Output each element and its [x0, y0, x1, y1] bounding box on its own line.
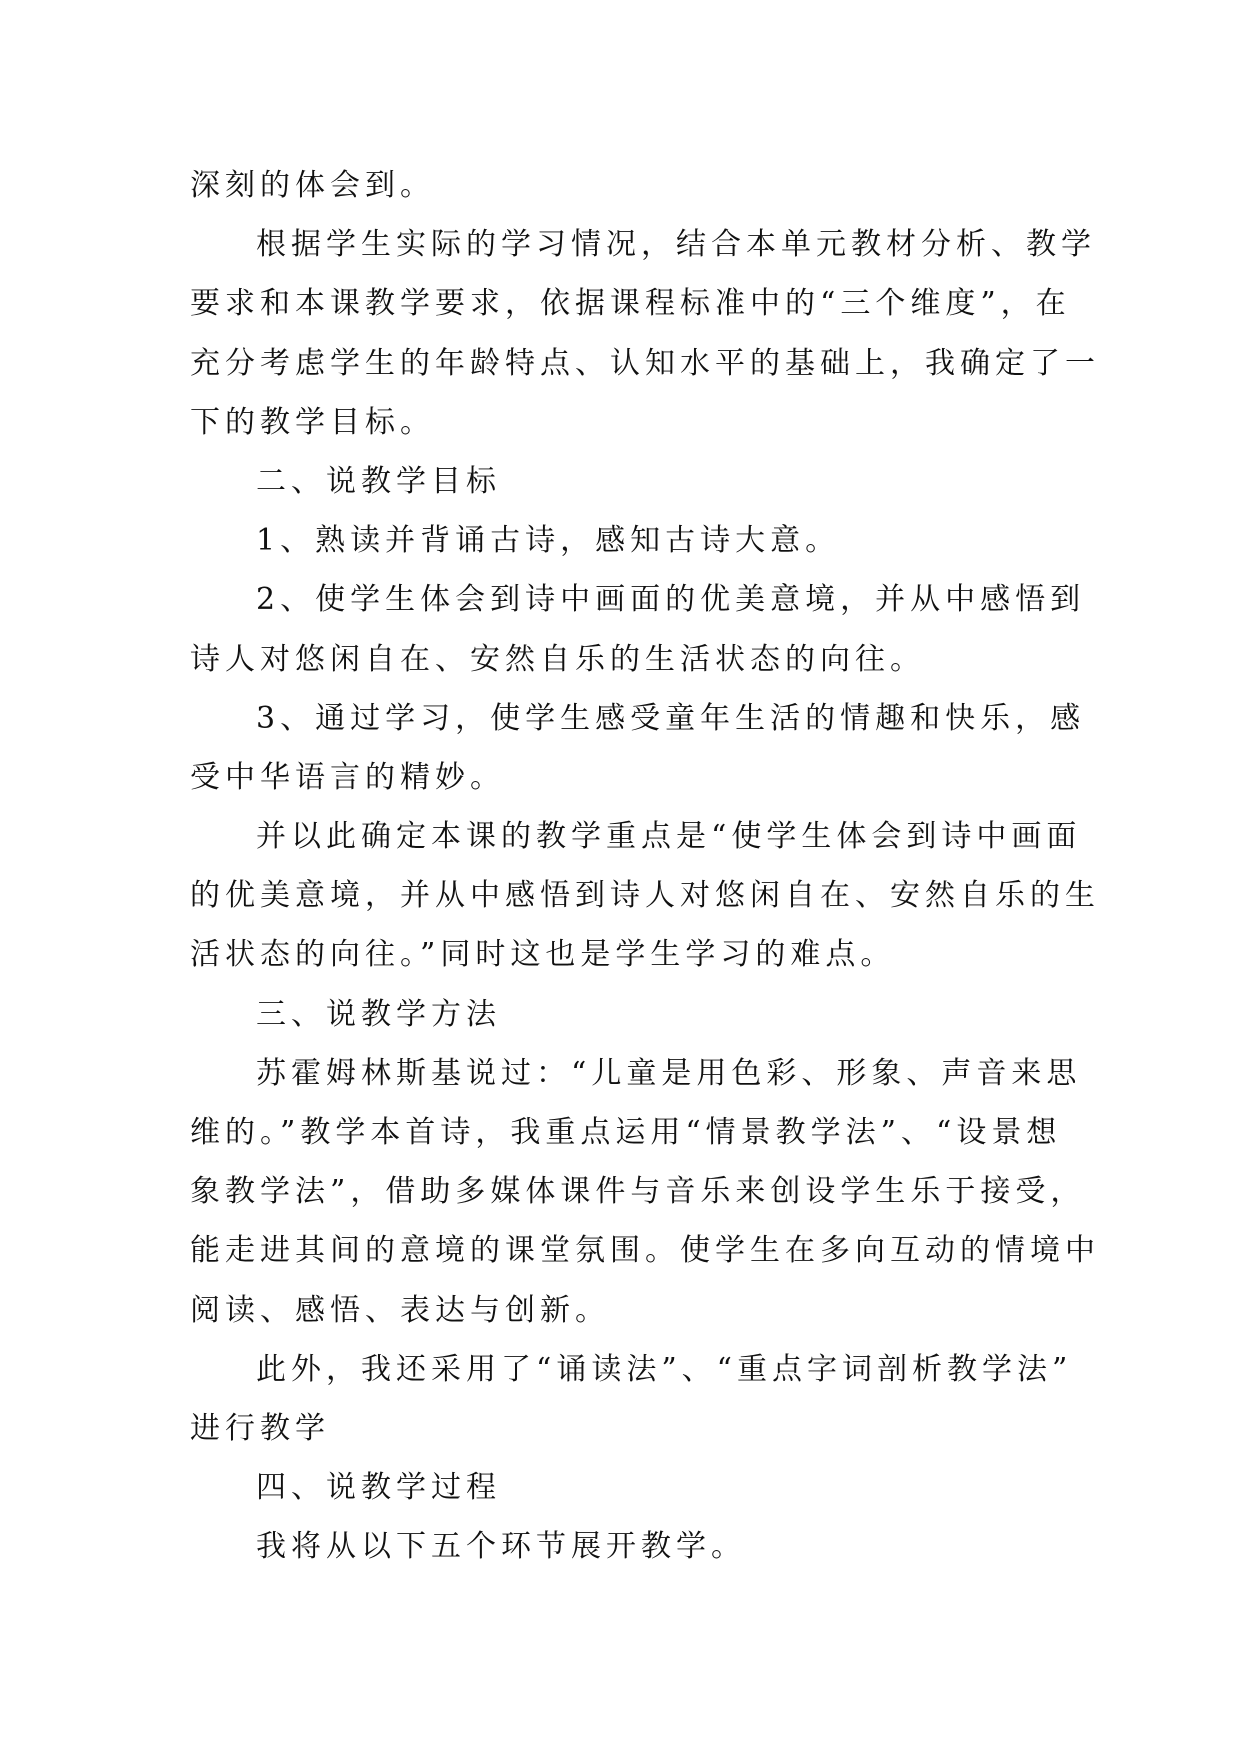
goal-item-1: 1、熟读并背诵古诗，感知古诗大意。 [256, 523, 841, 559]
text-line: 要求和本课教学要求，依据课程标准中的“三个维度”，在 [190, 286, 1071, 322]
paragraph-start-line: 此外，我还采用了“诵读法”、“重点字词剖析教学法” [256, 1351, 1073, 1387]
text-line: 阅读、感悟、表达与创新。 [190, 1292, 610, 1328]
paragraph-start-line: 我将从以下五个环节展开教学。 [256, 1529, 746, 1565]
paragraph-start-line: 并以此确定本课的教学重点是“使学生体会到诗中画面 [256, 819, 1082, 855]
section-heading-teaching-methods: 三、说教学方法 [256, 996, 501, 1032]
text-line: 能走进其间的意境的课堂氛围。使学生在多向互动的情境中 [190, 1233, 1100, 1269]
text-line: 受中华语言的精妙。 [190, 759, 505, 795]
goal-item-2: 2、使学生体会到诗中画面的优美意境，并从中感悟到 [256, 582, 1086, 618]
paragraph-start-line: 根据学生实际的学习情况，结合本单元教材分析、教学 [256, 227, 1096, 263]
text-line: 诗人对悠闲自在、安然自乐的生活状态的向往。 [190, 641, 925, 677]
paragraph-start-line: 苏霍姆林斯基说过：“儿童是用色彩、形象、声音来思 [256, 1055, 1082, 1091]
text-line: 充分考虑学生的年龄特点、认知水平的基础上，我确定了一 [190, 345, 1100, 381]
section-heading-teaching-goals: 二、说教学目标 [256, 463, 501, 499]
text-line: 深刻的体会到。 [190, 168, 435, 203]
goal-item-3: 3、通过学习，使学生感受童年生活的情趣和快乐，感 [256, 700, 1086, 736]
text-line: 活状态的向往。”同时这也是学生学习的难点。 [190, 937, 896, 973]
document-body [190, 156, 1100, 1577]
section-heading-teaching-process: 四、说教学过程 [256, 1470, 501, 1506]
text-line: 维的。”教学本首诗，我重点运用“情景教学法”、“设景想 [190, 1115, 1062, 1150]
text-line: 的优美意境，并从中感悟到诗人对悠闲自在、安然自乐的生 [190, 878, 1100, 914]
text-line: 进行教学 [190, 1410, 330, 1446]
text-line: 象教学法”，借助多媒体课件与音乐来创设学生乐于接受， [190, 1174, 1086, 1210]
text-line: 下的教学目标。 [190, 404, 435, 440]
